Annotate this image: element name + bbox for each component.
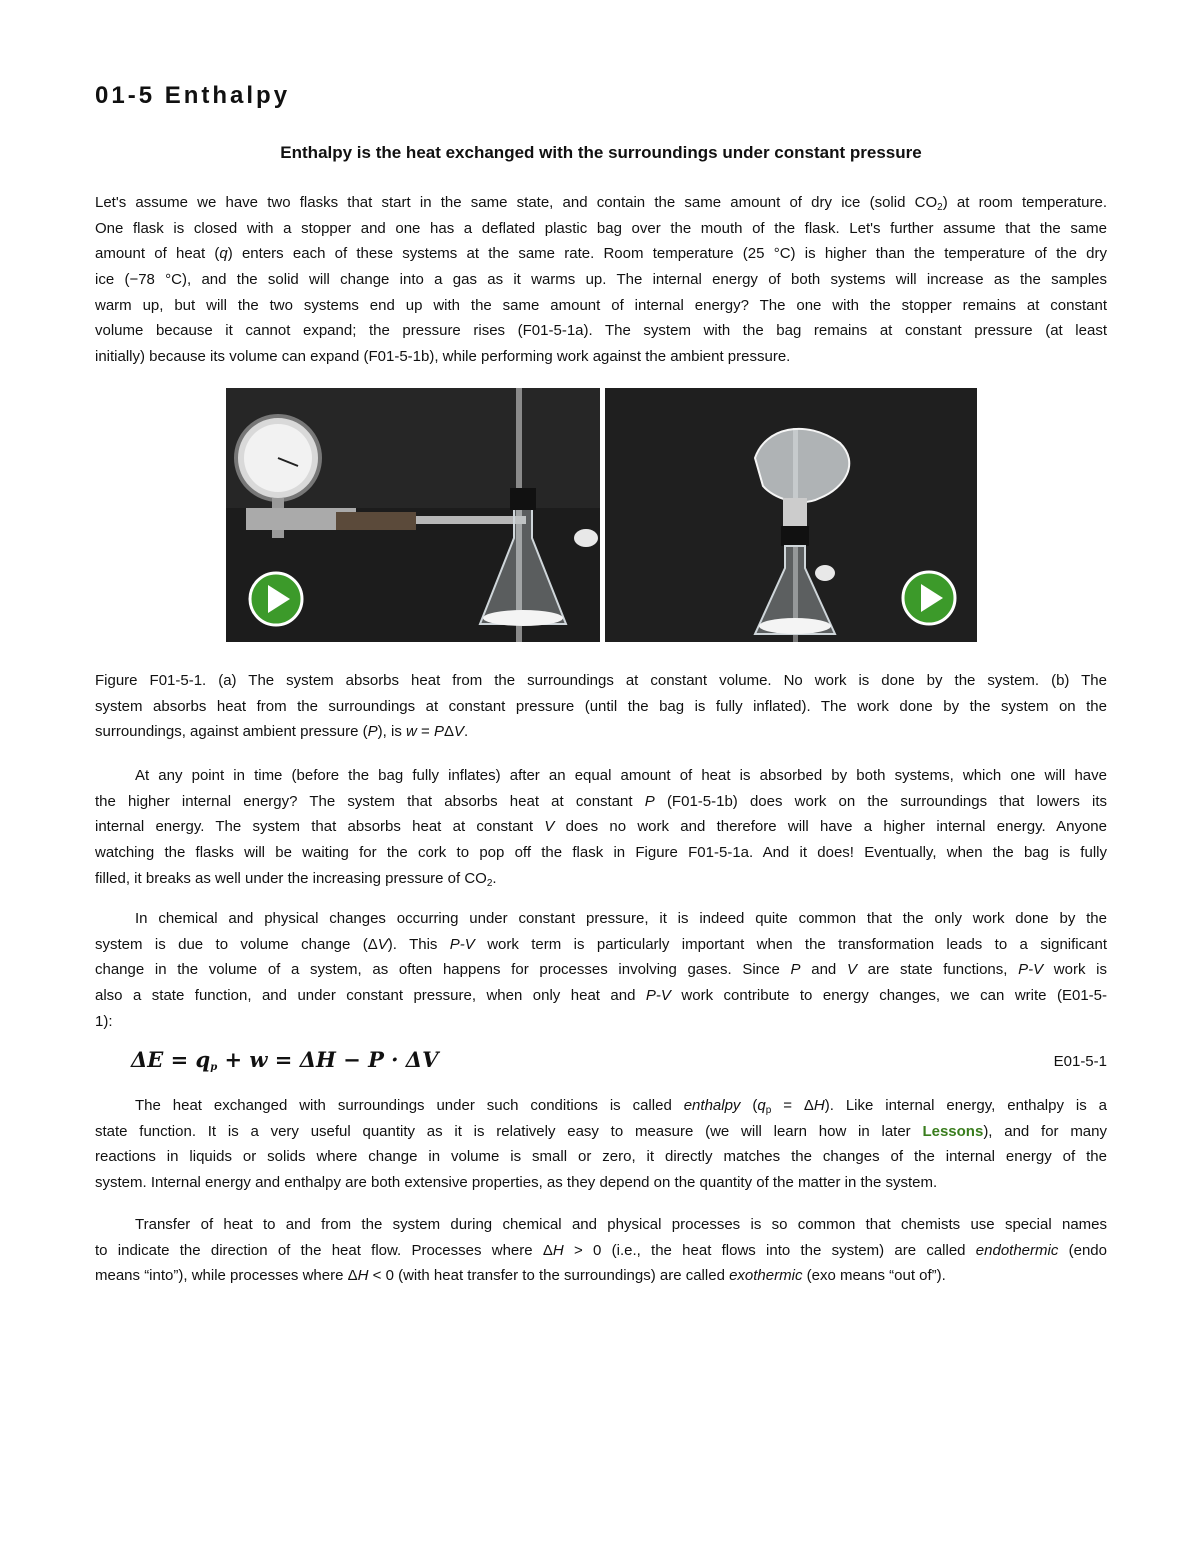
equation-label: E01-5-1 bbox=[1053, 1053, 1107, 1070]
lessons-link[interactable]: Lessons bbox=[922, 1122, 984, 1140]
play-icon-right bbox=[903, 572, 955, 624]
video-thumbnail-constant-pressure[interactable] bbox=[605, 388, 977, 642]
equation-e01-5-1: $\Delta E = q_p + w = \Delta H - P \cdot \Delta V$ bbox=[131, 1047, 439, 1073]
play-icon-left bbox=[250, 573, 302, 625]
bag-flask-photo bbox=[605, 388, 977, 642]
intro-paragraph: Let's assume we have two flasks that start in the same state, and contain the same amount of dry ice (solid $CO_2$) at room temperature. One flask is closed with a stopper and one has a deflated plastic bag over the mouth of the flask. Let's further assume that the same amount of heat (q) enters each of these systems at the same rate. Room temperature (25 °C) is higher than the temperature of the dry ice (−78 °C), and the solid will change into a gas as it warms up. The internal energy of both systems will increase as the samples warm up, but will the two systems end up with the same amount of internal energy? The one with the stopper remains at constant volume because it cannot expand; the pressure rises (F01-5-1a). The system with the bag remains at constant pressure (at least initially) because its volume can expand (F01-5-1b), while performing work against the ambient pressure. bbox=[95, 194, 1107, 366]
paragraph-endo-exothermic: Transfer of heat to and from the system during chemical and physical processes is so common that chemists use special names to indicate the direction of the heat flow. Processes where ΔH > 0 (i.e., the heat flows into the system) are called endothermic (endo means “into”), while processes where ΔH < 0 (with heat transfer to the surroundings) are called exothermic (exo means “out of”). bbox=[95, 1216, 1107, 1285]
page-title: 01-5 Enthalpy bbox=[95, 82, 291, 109]
figure-f01-5-1 bbox=[226, 388, 977, 642]
stopper-flask-photo bbox=[226, 388, 600, 642]
video-thumbnail-constant-volume[interactable] bbox=[226, 388, 600, 642]
figure-caption: Figure F01-5-1. (a) The system absorbs heat from the surroundings at constant volume. No work is done by the system. (b) The system absorbs heat from the surroundings at constant pressure (until the bag is fully inflated). The work done by the system on the surroundings, against ambient pressure (P), is w = PΔV. bbox=[95, 672, 1107, 741]
paragraph-pv-work: In chemical and physical changes occurring under constant pressure, it is indeed quite common that the only work done by the system is due to volume change (ΔV). This P-V work term is particularly important when the transformation leads to a significant change in the volume of a system, as often happens for processes involving gases. Since P and V are state functions, P-V work is also a state function, and under constant pressure, when only heat and P-V work contribute to energy changes, we can write (E01-5- 1): bbox=[95, 910, 1107, 1030]
paragraph-internal-energy: At any point in time (before the bag fully inflates) after an equal amount of heat is absorbed by both systems, which one will have the higher internal energy? The system that absorbs heat at constant P (F01-5-1b) does work on the surroundings that lowers its internal energy. The system that absorbs heat at constant V does no work and therefore will have a higher internal energy. Anyone watching the flasks will be waiting for the cork to pop off the flask in Figure F01-5-1a. And it does! Eventually, when the bag is fully filled, it breaks as well under the increasing pressure of $CO_2$. bbox=[95, 767, 1108, 889]
paragraph-enthalpy-definition: The heat exchanged with surroundings under such conditions is called enthalpy $(q_p = \Delta H)$. Like internal energy, enthalpy is a state function. It is a very useful quantity as it is relatively easy to measure (we will learn how in later Lessons), and for many reactions in liquids or solids where change in volume is small or zero, it directly matches the changes of the internal energy of the system. Internal energy and enthalpy are both extensive properties, as they depend on the quantity of the matter in the system. bbox=[95, 1097, 1107, 1192]
section-subtitle: Enthalpy is the heat exchanged with the surroundings under constant pressure bbox=[280, 143, 922, 162]
